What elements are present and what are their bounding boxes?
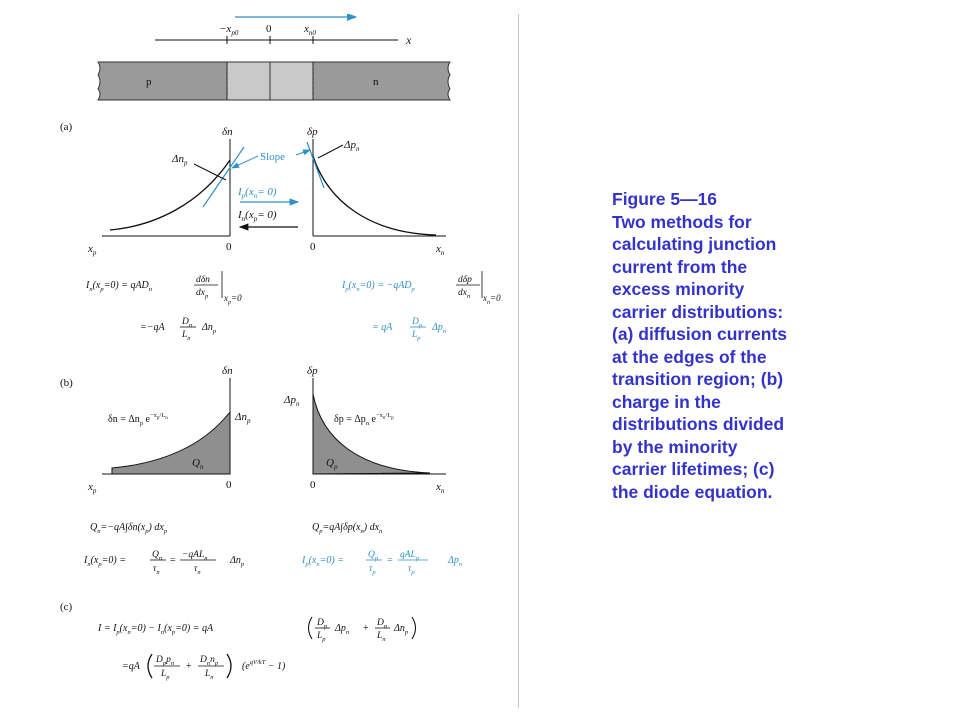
panel-a-slope-label: Slope: [260, 151, 286, 163]
eq-b-ip-tail: $\Delta p_n$: [448, 555, 463, 568]
panel-b-xn-label: $x_n$: [436, 481, 445, 495]
caption-line: Figure 5—16: [612, 189, 718, 209]
panel-b-dn-equation: $\delta n = \Delta n_p$ $e^{-x}_p^{/L}_n$: [108, 412, 168, 427]
axis-x-label: x: [406, 33, 412, 47]
caption-line: excess minority: [612, 279, 745, 299]
eq-c-f2-den: $L_n$: [377, 631, 386, 643]
eq-c-line2-start: =qA: [122, 661, 140, 672]
caption-line: transition region; (b): [612, 369, 784, 389]
eq-a-frac-ln-den: $L_n$: [182, 330, 191, 342]
caption-line: current from the: [612, 256, 748, 277]
eq-b-frac-taup-den: $\tau_p$: [369, 564, 376, 576]
eq-b-qp: $Q_p=qA\int\delta p(x_n)$ $dx_n$: [312, 522, 383, 535]
eq-c-plus: +: [363, 623, 369, 634]
caption-line: calculating junction: [612, 234, 777, 254]
panel-b-tag: (b): [60, 377, 73, 389]
panel-a-in-current-label: $I_n(x_p= 0)$: [238, 209, 277, 223]
eq-c-f4-num: $D_nn_p$: [200, 655, 219, 667]
panel-a-xn-label: $x_n$: [436, 243, 445, 257]
panel-b-qp-label: $Q_p$: [326, 457, 338, 471]
eq-a-frac-dn-num: $D_n$: [182, 317, 193, 329]
panel-a-slope-line-right: [307, 142, 324, 188]
eq-b-in-lhs: $I_n(x_p=0)$ =: [84, 555, 126, 568]
panel-a-dp-axis-label: δp: [307, 126, 318, 138]
eq-b-in-tail: $\Delta n_p$: [230, 555, 245, 568]
eq-b-qn: $Q_n=-qA\int\delta n(x_p)$ $dx_p$: [90, 522, 168, 535]
panel-c-tag: (c): [60, 601, 73, 613]
caption-line: distributions divided: [612, 414, 785, 434]
eq-c-line1-start: $I = I_p(x_n=0) - I_n(x_p=0)$ = qA: [98, 623, 214, 636]
eq-c-right-paren-2: [227, 654, 231, 678]
panel-b-zero-right: 0: [310, 479, 316, 491]
caption-line: the diode equation.: [612, 481, 773, 502]
bar-depletion-right: [270, 62, 313, 100]
eq-a-frac-lp-den: $L_p$: [412, 330, 421, 342]
eq-a-frac-ddp-den: $dx_n$: [458, 288, 471, 300]
panel-a-xp-label: $x_p$: [88, 243, 97, 257]
panel-b-dn-axis-label: δn: [222, 365, 233, 377]
eq-a-eval-left: $x_p=0$: [224, 293, 242, 306]
panel-a-zero-left: 0: [226, 241, 232, 253]
bar-n-region: [313, 62, 450, 100]
bar-depletion-left: [227, 62, 270, 100]
eq-c-f3-num: $D_pp_n$: [156, 655, 175, 667]
bar-n-label: n: [373, 76, 379, 88]
eq-b-ip-eq: =: [387, 555, 393, 566]
eq-c-f1-num: $D_p$: [317, 618, 328, 630]
eq-c-left-paren-2: [148, 654, 152, 678]
bar-p-region: [98, 62, 227, 100]
eq-a-eval-right: $x_n=0$: [483, 293, 501, 306]
caption-line: carrier distributions:: [612, 301, 784, 322]
panel-a-tag: (a): [60, 121, 73, 133]
eq-a-frac-ddn-num: dδn: [196, 275, 210, 285]
caption-line: at the edges of the: [612, 346, 767, 367]
caption-line: (a) diffusion currents: [612, 324, 788, 344]
eq-a-in-lhs: $I_n(x_p=0) = qAD_n$: [86, 280, 153, 293]
panel-b-dp-axis-label: δp: [307, 365, 318, 377]
eq-c-f1-den: $L_p$: [317, 631, 326, 643]
eq-c-right-paren-1: [412, 617, 416, 639]
caption-line: carrier lifetimes; (c): [612, 459, 775, 479]
eq-c-exp: $(e^{qV/kT} - 1)$: [242, 659, 286, 672]
eq-a-frac-dp-num: $D_p$: [412, 317, 423, 329]
panel-b-xp-label: $x_p$: [88, 481, 97, 495]
caption-line: Two methods for: [612, 211, 752, 232]
eq-c-mid1: $\Delta p_n$: [335, 623, 350, 636]
figure-caption: [612, 188, 822, 503]
eq-c-end1: $\Delta n_p$: [394, 623, 409, 636]
eq-b-in-eq: =: [170, 555, 176, 566]
caption-line: charge in the: [612, 391, 721, 412]
panel-a-dn-curve: [110, 160, 230, 230]
eq-b-ip-lhs: $I_p(x_n=0)$ =: [302, 555, 344, 568]
panel-a-slope-line-left: [203, 147, 244, 207]
eq-b-frac-taun-den: $\tau_n$: [153, 564, 160, 576]
eq-a-in-tail: $\Delta n_p$: [202, 322, 217, 335]
eq-b-frac-taup2-den: $\tau_p$: [408, 564, 415, 576]
axis-neg-xp0-label: $-x_{p0}$: [219, 23, 239, 37]
eq-b-frac-qaln-num: −qAL$_n$: [182, 550, 208, 562]
junction-bar: [98, 62, 450, 100]
panel-b-dp-equation: $\delta p = \Delta p_n$ $e^{-x}_n^{/L}_p$: [334, 412, 394, 427]
panel-b-delta-pn-label: $\Delta p_n$: [284, 394, 300, 408]
figure-diagram: [60, 14, 518, 708]
eq-c-left-paren-1: [309, 617, 313, 639]
eq-a-in-line2: =−qA: [140, 322, 165, 333]
panel-a-delta-pn-pointer: [318, 145, 343, 158]
panel-b-zero-left: 0: [226, 479, 232, 491]
axis-xn0-label: $x_{n0}$: [304, 23, 316, 37]
panel-a-zero-right: 0: [310, 241, 316, 253]
panel-a-delta-pn-label: $\Delta p_n$: [344, 139, 360, 153]
panel-a-slope-pointer-right: [296, 150, 310, 155]
eq-b-frac-qn-num: $Q_n$: [152, 550, 163, 562]
panel-b-qn-label: $Q_n$: [192, 457, 204, 471]
eq-a-frac-ddp-num: dδp: [458, 275, 472, 285]
panel-a-delta-np-label: $\Delta n_p$: [172, 153, 188, 167]
eq-c-f2-num: $D_n$: [377, 618, 388, 630]
eq-b-frac-taun2-den: $\tau_n$: [194, 564, 201, 576]
panel-a-dn-axis-label: δn: [222, 126, 233, 138]
panel-a-dp-curve: [313, 156, 436, 235]
axis-zero-label: 0: [266, 23, 272, 35]
eq-c-plus2: +: [186, 661, 192, 672]
eq-a-ip-line2: = qA: [372, 322, 393, 333]
eq-b-frac-qalp-num: qAL$_p$: [400, 550, 420, 562]
eq-a-ip-tail: $\Delta p_n$: [432, 322, 447, 335]
bar-p-label: p: [146, 76, 152, 88]
eq-c-f3-den: $L_p$: [161, 669, 170, 681]
panel-b-delta-np-label: $\Delta n_p$: [235, 411, 251, 425]
panel-a-ip-current-label: $I_p(x_n= 0)$: [238, 186, 277, 200]
figure-panel: [60, 14, 519, 708]
caption-line: by the minority: [612, 436, 738, 457]
eq-b-frac-qp-num: $Q_p$: [368, 550, 379, 562]
eq-a-ip-lhs: $I_p(x_n=0) = -qAD_p$: [342, 280, 415, 293]
eq-c-f4-den: $L_n$: [205, 669, 214, 681]
eq-a-frac-ddn-den: $dx_p$: [196, 288, 209, 300]
